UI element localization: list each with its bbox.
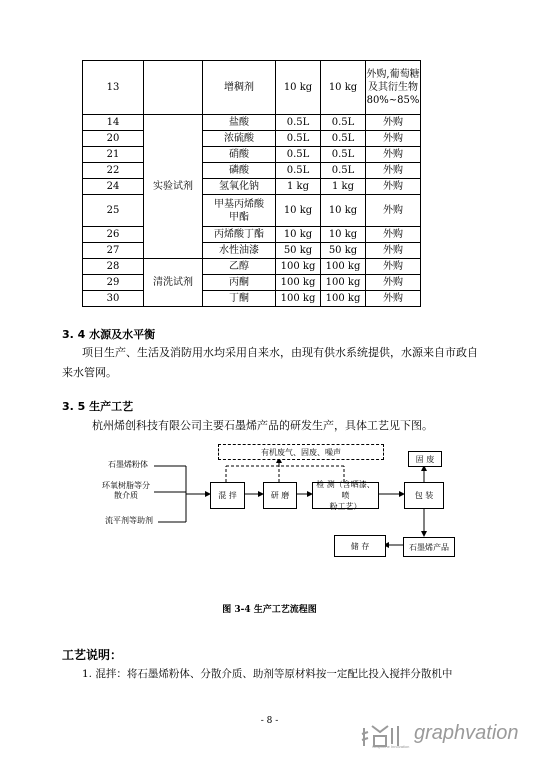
detect-step [312, 482, 379, 509]
cell-src: 外购 [366, 243, 421, 259]
cell-q2: 10 kg [321, 195, 366, 227]
cell-q2: 1 kg [321, 179, 366, 195]
cell-q2: 0.5L [321, 163, 366, 179]
cell-no: 26 [83, 227, 144, 243]
cell-no: 14 [83, 115, 144, 131]
cell-name: 丙烯酸丁酯 [203, 227, 276, 243]
grind-step: 研 磨 [263, 482, 297, 509]
name-line: 甲酯 [229, 211, 249, 223]
cell-name: 磷酸 [203, 163, 276, 179]
cell-src: 外购 [366, 227, 421, 243]
cell-name: 硝酸 [203, 147, 276, 163]
cell-src: 外购 [366, 291, 421, 307]
cell-name: 浓硫酸 [203, 131, 276, 147]
src-line: 80%~85% [366, 95, 420, 106]
cell-name: 增稠剂 [203, 61, 276, 115]
cell-q1: 10 kg [276, 227, 321, 243]
cell-q1: 0.5L [276, 163, 321, 179]
input-graphene-powder: 石墨烯粉体 [108, 460, 148, 469]
cell-no: 22 [83, 163, 144, 179]
input-line: 散介质 [114, 491, 138, 500]
input-dispersion-medium [98, 481, 154, 501]
cell-name: 氢氧化钠 [203, 179, 276, 195]
logo-text: graphvation [414, 722, 519, 744]
cell-group: 实验试剂 [144, 115, 203, 259]
cell-q1: 0.5L [276, 115, 321, 131]
cell-q2: 10 kg [321, 61, 366, 115]
cell-src: 外购 [366, 147, 421, 163]
company-logo [360, 722, 530, 752]
cell-src: 外购 [366, 275, 421, 291]
cell-src: 外购 [366, 131, 421, 147]
paragraph-line: 项目生产、生活及消防用水均采用自来水，由现有供水系统提供，水源来自市政自 [82, 346, 478, 359]
emission-box: 有机废气、固废、噪声 [218, 444, 384, 460]
graphene-product: 石墨烯产品 [403, 537, 455, 557]
src-line: 及其衍生物 [368, 82, 418, 93]
cell-q2: 0.5L [321, 147, 366, 163]
input-additives: 流平剂等助剂 [105, 516, 153, 525]
cell-no: 25 [83, 195, 144, 227]
src-line: 外购,葡萄糖 [366, 69, 420, 80]
cell-q1: 100 kg [276, 259, 321, 275]
cell-name: 丁酮 [203, 291, 276, 307]
section-heading-3-5: 3. 5 生产工艺 [62, 400, 134, 413]
cell-no: 27 [83, 243, 144, 259]
cell-no: 30 [83, 291, 144, 307]
cell-no: 20 [83, 131, 144, 147]
cell-q2: 100 kg [321, 291, 366, 307]
cell-q2: 100 kg [321, 259, 366, 275]
logo-tagline: Graphene Innovation [372, 744, 410, 749]
cell-q2: 100 kg [321, 275, 366, 291]
cell-no: 28 [83, 259, 144, 275]
cell-src: 外购 [366, 163, 421, 179]
detect-line: 粉工艺） [329, 502, 362, 511]
cell-q2: 0.5L [321, 131, 366, 147]
section-heading-3-4: 3. 4 水源及水平衡 [62, 328, 156, 341]
figure-caption: 图 3-4 生产工艺流程图 [222, 605, 317, 615]
cell-q1: 1 kg [276, 179, 321, 195]
process-heading: 工艺说明： [62, 648, 123, 662]
cell-name: 水性油漆 [203, 243, 276, 259]
cell-q2: 10 kg [321, 227, 366, 243]
cell-q1: 0.5L [276, 147, 321, 163]
cell-no: 29 [83, 275, 144, 291]
process-item: 1. 混拌：将石墨烯粉体、分散介质、助剂等原材料按一定配比投入搅拌分散机中 [82, 668, 453, 680]
mix-step: 混 拌 [210, 482, 245, 509]
cell-name: 盐酸 [203, 115, 276, 131]
cell-name: 乙醇 [203, 259, 276, 275]
paragraph-line: 来水管网。 [62, 366, 117, 379]
page-number: - 8 - [260, 716, 279, 726]
cell-q2: 0.5L [321, 115, 366, 131]
input-line: 环氧树脂等分 [102, 481, 150, 490]
cell-q2: 50 kg [321, 243, 366, 259]
cell-no: 21 [83, 147, 144, 163]
cell-src: 外购 [366, 195, 421, 227]
cell-q1: 100 kg [276, 275, 321, 291]
cell-name: 丙酮 [203, 275, 276, 291]
cell-q1: 50 kg [276, 243, 321, 259]
detect-line: 检 测（含晒漆、喷 [316, 480, 375, 500]
cell-src: 外购 [366, 259, 421, 275]
name-line: 甲基丙烯酸 [214, 198, 264, 210]
storage-step: 储 存 [334, 535, 386, 557]
cell-group: 清洗试剂 [144, 259, 203, 307]
paragraph-line: 杭州烯创科技有限公司主要石墨烯产品的研发生产，具体工艺见下图。 [92, 419, 433, 432]
cell-q1: 100 kg [276, 291, 321, 307]
cell-src: 外购 [366, 115, 421, 131]
cell-no: 24 [83, 179, 144, 195]
cell-no: 13 [83, 61, 144, 115]
cell-q1: 10 kg [276, 195, 321, 227]
cell-q1: 0.5L [276, 131, 321, 147]
solid-waste-box: 固 废 [408, 451, 442, 467]
pack-step: 包 装 [404, 482, 444, 509]
cell-q1: 10 kg [276, 61, 321, 115]
cell-src: 外购 [366, 179, 421, 195]
